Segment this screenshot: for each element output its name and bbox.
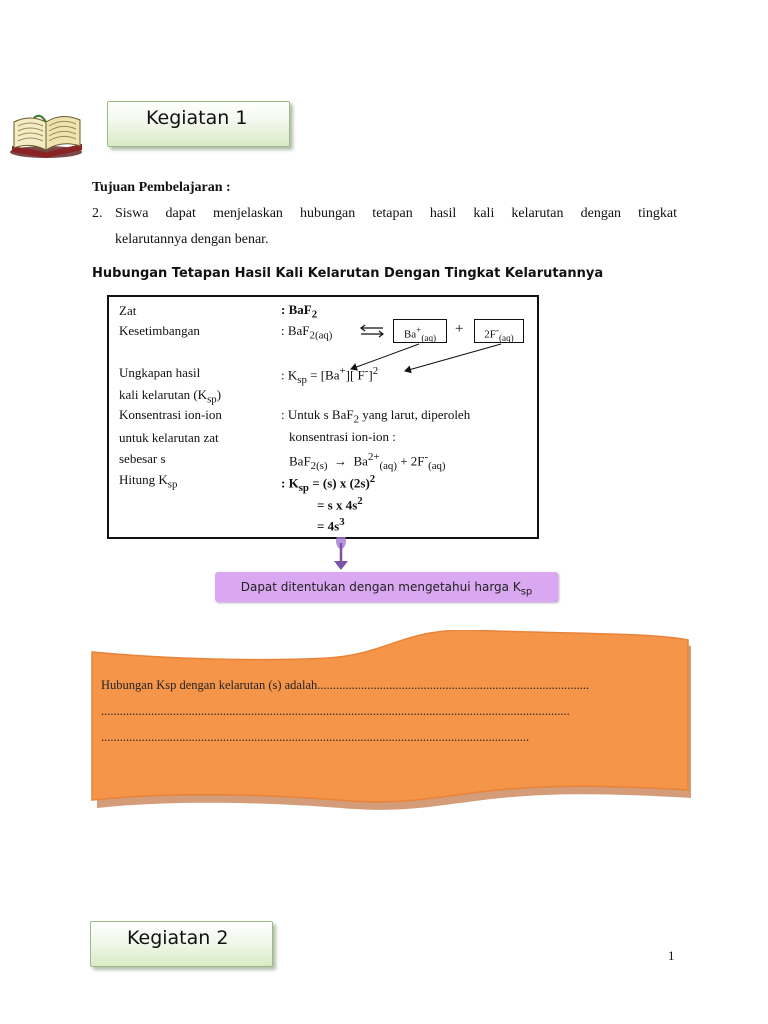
page-number: 1	[668, 948, 675, 963]
label-zat: Zat	[119, 303, 137, 318]
objective-text-line2: kelarutannya dengan benar.	[115, 232, 269, 247]
label-hitung: Hitung $K_{sp}$	[119, 472, 178, 491]
objectives-title: Tujuan Pembelajaran :	[92, 180, 231, 195]
label-kesetimbangan: Kesetimbangan	[119, 323, 200, 338]
label-ungkapan-1: Ungkapan hasil	[119, 365, 201, 380]
value-hitung-1: : $K_{sp} = (s)$ x $(2s)^2$	[281, 473, 376, 494]
label-konsentrasi-2: untuk kelarutan zat	[119, 430, 219, 445]
ksp-figure	[107, 295, 539, 539]
objective-number: 2.	[92, 206, 103, 221]
value-hitung-2: = s x $4s^2$	[317, 495, 363, 513]
objective-text-line1: Siswa dapat menjelaskan hubungan tetapan hasil kali kelarutan dengan tingkat	[115, 206, 677, 221]
label-ungkapan-2: kali kelarutan $(K_{sp})$	[119, 387, 222, 406]
ksp-note: Dapat ditentukan dengan mengetahui harga $K_{sp}$	[215, 572, 558, 602]
label-konsentrasi-1: Konsentrasi ion-ion	[119, 407, 222, 422]
value-kesetimbangan: : BaF$_{2(aq)}$	[281, 323, 333, 342]
ion-box-ba: $Ba^+_{(aq)}$	[393, 319, 447, 343]
value-konsentrasi: konsentrasi ion-ion :	[289, 429, 396, 444]
answer-banner	[88, 630, 696, 810]
activity-2-header	[90, 921, 273, 967]
answer-line-3[interactable]: .........................................................................................................................................	[101, 730, 530, 744]
value-zat: : BaF$_2$	[281, 302, 318, 321]
down-arrow-icon	[330, 537, 352, 571]
value-reaksi: $BaF_{2(s)} \to Ba^{2+}_{(aq)} + 2F^-_{(aq)}$	[289, 451, 446, 472]
activity-1-title: Kegiatan 1	[146, 107, 248, 129]
ion-box-f: $2F^-_{(aq)}$	[474, 319, 524, 343]
answer-prompt-line[interactable]: Hubungan Ksp dengan kelarutan (s) adalah.......................................................................................	[101, 678, 590, 692]
value-hitung-3: = $4s^3$	[317, 516, 345, 534]
label-konsentrasi-3: sebesar s	[119, 451, 166, 466]
activity-2-title: Kegiatan 2	[127, 927, 229, 949]
plus-sign: +	[455, 321, 464, 337]
activity-1-header	[107, 101, 290, 147]
value-untuk: : Untuk s BaF$_2$ yang larut, diperoleh	[281, 407, 471, 426]
section-heading: Hubungan Tetapan Hasil Kali Kelarutan Dengan Tingkat Kelarutannya	[92, 266, 604, 281]
answer-line-2[interactable]: ......................................................................................................................................................	[101, 704, 570, 718]
open-book-icon	[6, 108, 90, 160]
value-ksp-expression: : $K_{sp} = [Ba^+]$[ F-]$^2$	[281, 365, 379, 386]
